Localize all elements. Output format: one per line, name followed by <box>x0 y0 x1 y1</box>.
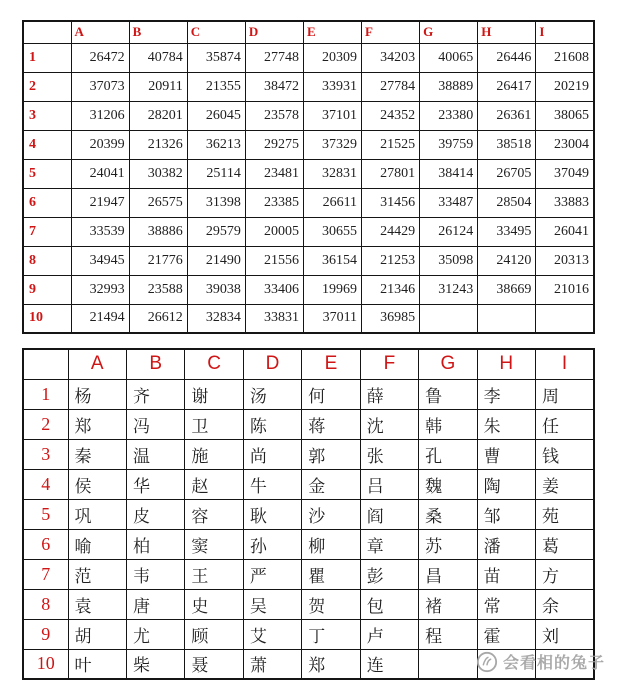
row-header-1[interactable]: 1 <box>23 43 71 72</box>
cell-F2[interactable]: 27784 <box>362 72 420 101</box>
cell-E5[interactable]: 32831 <box>303 159 361 188</box>
cell-H5[interactable]: 26705 <box>478 159 536 188</box>
cell-F3[interactable]: 24352 <box>362 101 420 130</box>
table-row <box>23 159 594 188</box>
cell-C3[interactable]: 施 <box>185 439 243 469</box>
cell-H9[interactable]: 霍 <box>477 619 535 649</box>
cell-F6[interactable]: 章 <box>360 529 418 559</box>
cell-B8[interactable]: 唐 <box>126 589 184 619</box>
table-row <box>23 589 594 619</box>
cell-B1[interactable]: 齐 <box>126 379 184 409</box>
row-header-10[interactable]: 10 <box>23 649 68 679</box>
cell-C9[interactable]: 39038 <box>187 275 245 304</box>
cell-B6[interactable]: 26575 <box>129 188 187 217</box>
cell-F8[interactable]: 包 <box>360 589 418 619</box>
cell-A3[interactable]: 31206 <box>71 101 129 130</box>
cell-E1[interactable]: 何 <box>302 379 360 409</box>
cell-I1[interactable]: 21608 <box>536 43 594 72</box>
cell-C4[interactable]: 赵 <box>185 469 243 499</box>
table-row <box>23 275 594 304</box>
column-header-D[interactable]: D <box>243 349 301 379</box>
row-header-7[interactable]: 7 <box>23 559 68 589</box>
cell-A1[interactable]: 26472 <box>71 43 129 72</box>
cell-E9[interactable]: 丁 <box>302 619 360 649</box>
table-row <box>23 246 594 275</box>
cell-G7[interactable]: 昌 <box>419 559 477 589</box>
surname-table-header <box>23 349 594 379</box>
table-row <box>23 439 594 469</box>
cell-G2[interactable]: 韩 <box>419 409 477 439</box>
cell-C2[interactable]: 卫 <box>185 409 243 439</box>
cell-E7[interactable]: 瞿 <box>302 559 360 589</box>
cell-F1[interactable]: 薛 <box>360 379 418 409</box>
cell-G3[interactable]: 23380 <box>420 101 478 130</box>
cell-D1[interactable]: 27748 <box>245 43 303 72</box>
table-row <box>23 469 594 499</box>
cell-E3[interactable]: 37101 <box>303 101 361 130</box>
row-header-6[interactable]: 6 <box>23 188 71 217</box>
cell-I1[interactable]: 周 <box>536 379 595 409</box>
cell-A10[interactable]: 21494 <box>71 304 129 333</box>
cell-D1[interactable]: 汤 <box>243 379 301 409</box>
cell-E6[interactable]: 26611 <box>303 188 361 217</box>
column-header-C[interactable]: C <box>187 21 245 43</box>
cell-H10[interactable] <box>478 304 536 333</box>
cell-D2[interactable]: 陈 <box>243 409 301 439</box>
cell-A8[interactable]: 袁 <box>68 589 126 619</box>
table-row <box>23 409 594 439</box>
cell-F2[interactable]: 沈 <box>360 409 418 439</box>
cell-A4[interactable]: 20399 <box>71 130 129 159</box>
cell-A6[interactable]: 喻 <box>68 529 126 559</box>
column-header-A[interactable]: A <box>68 349 126 379</box>
cell-A3[interactable]: 秦 <box>68 439 126 469</box>
table-row <box>23 499 594 529</box>
cell-G1[interactable]: 40065 <box>420 43 478 72</box>
cell-F7[interactable]: 24429 <box>362 217 420 246</box>
cell-I8[interactable]: 20313 <box>536 246 594 275</box>
cell-H9[interactable]: 38669 <box>478 275 536 304</box>
cell-F8[interactable]: 21253 <box>362 246 420 275</box>
cell-D4[interactable]: 牛 <box>243 469 301 499</box>
cell-B6[interactable]: 柏 <box>126 529 184 559</box>
cell-A9[interactable]: 胡 <box>68 619 126 649</box>
cell-C8[interactable]: 21490 <box>187 246 245 275</box>
number-table-body <box>23 43 594 333</box>
table-row <box>23 649 594 679</box>
column-header-A[interactable]: A <box>71 21 129 43</box>
cell-F9[interactable]: 卢 <box>360 619 418 649</box>
cell-F3[interactable]: 张 <box>360 439 418 469</box>
row-header-4[interactable]: 4 <box>23 130 71 159</box>
cell-C5[interactable]: 25114 <box>187 159 245 188</box>
row-header-3[interactable]: 3 <box>23 439 68 469</box>
cell-C10[interactable]: 聂 <box>185 649 243 679</box>
cell-H7[interactable]: 33495 <box>478 217 536 246</box>
row-header-3[interactable]: 3 <box>23 101 71 130</box>
row-header-4[interactable]: 4 <box>23 469 68 499</box>
cell-H3[interactable]: 26361 <box>478 101 536 130</box>
cell-C3[interactable]: 26045 <box>187 101 245 130</box>
corner-cell[interactable] <box>23 349 68 379</box>
row-header-8[interactable]: 8 <box>23 589 68 619</box>
cell-D2[interactable]: 38472 <box>245 72 303 101</box>
cell-I2[interactable]: 任 <box>536 409 595 439</box>
surname-table <box>22 348 595 680</box>
cell-I6[interactable]: 33883 <box>536 188 594 217</box>
cell-H6[interactable]: 28504 <box>478 188 536 217</box>
cell-B4[interactable]: 21326 <box>129 130 187 159</box>
cell-C6[interactable]: 窦 <box>185 529 243 559</box>
number-table <box>22 20 595 334</box>
cell-G6[interactable]: 苏 <box>419 529 477 559</box>
cell-B1[interactable]: 40784 <box>129 43 187 72</box>
column-header-H[interactable]: H <box>478 21 536 43</box>
cell-H5[interactable]: 邹 <box>477 499 535 529</box>
cell-A4[interactable]: 侯 <box>68 469 126 499</box>
cell-B8[interactable]: 21776 <box>129 246 187 275</box>
cell-H4[interactable]: 陶 <box>477 469 535 499</box>
cell-G4[interactable]: 魏 <box>419 469 477 499</box>
cell-C1[interactable]: 35874 <box>187 43 245 72</box>
column-header-G[interactable]: G <box>419 349 477 379</box>
cell-D7[interactable]: 严 <box>243 559 301 589</box>
cell-I6[interactable]: 葛 <box>536 529 595 559</box>
cell-H1[interactable]: 26446 <box>478 43 536 72</box>
cell-A5[interactable]: 巩 <box>68 499 126 529</box>
cell-G5[interactable]: 桑 <box>419 499 477 529</box>
cell-D5[interactable]: 耿 <box>243 499 301 529</box>
cell-C1[interactable]: 谢 <box>185 379 243 409</box>
cell-H8[interactable]: 24120 <box>478 246 536 275</box>
row-header-7[interactable]: 7 <box>23 217 71 246</box>
cell-G10[interactable] <box>419 649 477 679</box>
table-row <box>23 619 594 649</box>
cell-I4[interactable]: 23004 <box>536 130 594 159</box>
cell-A1[interactable]: 杨 <box>68 379 126 409</box>
column-header-D[interactable]: D <box>245 21 303 43</box>
cell-C5[interactable]: 容 <box>185 499 243 529</box>
column-header-F[interactable]: F <box>360 349 418 379</box>
row-header-8[interactable]: 8 <box>23 246 71 275</box>
table-row <box>23 72 594 101</box>
cell-I10[interactable] <box>536 649 595 679</box>
row-header-6[interactable]: 6 <box>23 529 68 559</box>
cell-G1[interactable]: 鲁 <box>419 379 477 409</box>
surname-table-body <box>23 379 594 679</box>
cell-D6[interactable]: 孙 <box>243 529 301 559</box>
cell-C9[interactable]: 顾 <box>185 619 243 649</box>
column-header-B[interactable]: B <box>129 21 187 43</box>
cell-D3[interactable]: 尚 <box>243 439 301 469</box>
cell-F5[interactable]: 27801 <box>362 159 420 188</box>
cell-I3[interactable]: 钱 <box>536 439 595 469</box>
cell-D9[interactable]: 艾 <box>243 619 301 649</box>
row-header-1[interactable]: 1 <box>23 379 68 409</box>
cell-I9[interactable]: 21016 <box>536 275 594 304</box>
cell-E1[interactable]: 20309 <box>303 43 361 72</box>
column-header-G[interactable]: G <box>420 21 478 43</box>
cell-A8[interactable]: 34945 <box>71 246 129 275</box>
cell-H10[interactable] <box>477 649 535 679</box>
cell-D8[interactable]: 21556 <box>245 246 303 275</box>
cell-I5[interactable]: 苑 <box>536 499 595 529</box>
cell-I4[interactable]: 姜 <box>536 469 595 499</box>
cell-E10[interactable]: 37011 <box>303 304 361 333</box>
cell-C6[interactable]: 31398 <box>187 188 245 217</box>
cell-H7[interactable]: 苗 <box>477 559 535 589</box>
cell-C7[interactable]: 王 <box>185 559 243 589</box>
cell-G5[interactable]: 38414 <box>420 159 478 188</box>
cell-I10[interactable] <box>536 304 594 333</box>
cell-F7[interactable]: 彭 <box>360 559 418 589</box>
cell-E8[interactable]: 36154 <box>303 246 361 275</box>
cell-I9[interactable]: 刘 <box>536 619 595 649</box>
cell-H6[interactable]: 潘 <box>477 529 535 559</box>
cell-E4[interactable]: 金 <box>302 469 360 499</box>
cell-B9[interactable]: 23588 <box>129 275 187 304</box>
row-header-9[interactable]: 9 <box>23 275 71 304</box>
cell-E3[interactable]: 郭 <box>302 439 360 469</box>
cell-F1[interactable]: 34203 <box>362 43 420 72</box>
row-header-2[interactable]: 2 <box>23 409 68 439</box>
cell-H8[interactable]: 常 <box>477 589 535 619</box>
cell-D4[interactable]: 29275 <box>245 130 303 159</box>
cell-B4[interactable]: 华 <box>126 469 184 499</box>
cell-G10[interactable] <box>420 304 478 333</box>
cell-A6[interactable]: 21947 <box>71 188 129 217</box>
column-header-I[interactable]: I <box>536 349 595 379</box>
cell-D3[interactable]: 23578 <box>245 101 303 130</box>
cell-B3[interactable]: 温 <box>126 439 184 469</box>
cell-C7[interactable]: 29579 <box>187 217 245 246</box>
row-header-10[interactable]: 10 <box>23 304 71 333</box>
cell-A2[interactable]: 郑 <box>68 409 126 439</box>
cell-G8[interactable]: 褚 <box>419 589 477 619</box>
cell-G2[interactable]: 38889 <box>420 72 478 101</box>
row-header-5[interactable]: 5 <box>23 159 71 188</box>
cell-C2[interactable]: 21355 <box>187 72 245 101</box>
row-header-9[interactable]: 9 <box>23 619 68 649</box>
cell-G4[interactable]: 39759 <box>420 130 478 159</box>
cell-D7[interactable]: 20005 <box>245 217 303 246</box>
cell-B3[interactable]: 28201 <box>129 101 187 130</box>
column-header-B[interactable]: B <box>126 349 184 379</box>
cell-F5[interactable]: 阎 <box>360 499 418 529</box>
cell-F6[interactable]: 31456 <box>362 188 420 217</box>
cell-B2[interactable]: 冯 <box>126 409 184 439</box>
table-row <box>23 217 594 246</box>
cell-I7[interactable]: 方 <box>536 559 595 589</box>
cell-A5[interactable]: 24041 <box>71 159 129 188</box>
cell-G8[interactable]: 35098 <box>420 246 478 275</box>
cell-F4[interactable]: 吕 <box>360 469 418 499</box>
cell-B10[interactable]: 26612 <box>129 304 187 333</box>
table-row <box>23 43 594 72</box>
cell-D8[interactable]: 吴 <box>243 589 301 619</box>
watermark-text: 会看相的兔子 <box>503 655 606 672</box>
cell-D9[interactable]: 33406 <box>245 275 303 304</box>
column-header-E[interactable]: E <box>302 349 360 379</box>
cell-E7[interactable]: 30655 <box>303 217 361 246</box>
table-row <box>23 304 594 333</box>
cell-E10[interactable]: 郑 <box>302 649 360 679</box>
cell-H2[interactable]: 26417 <box>478 72 536 101</box>
cell-I5[interactable]: 37049 <box>536 159 594 188</box>
column-header-C[interactable]: C <box>185 349 243 379</box>
cell-B10[interactable]: 柴 <box>126 649 184 679</box>
cell-C4[interactable]: 36213 <box>187 130 245 159</box>
cell-E2[interactable]: 蒋 <box>302 409 360 439</box>
cell-H3[interactable]: 曹 <box>477 439 535 469</box>
cell-C10[interactable]: 32834 <box>187 304 245 333</box>
cell-E8[interactable]: 贺 <box>302 589 360 619</box>
column-header-E[interactable]: E <box>303 21 361 43</box>
cell-D6[interactable]: 23385 <box>245 188 303 217</box>
cell-I2[interactable]: 20219 <box>536 72 594 101</box>
cell-E5[interactable]: 沙 <box>302 499 360 529</box>
cell-D10[interactable]: 33831 <box>245 304 303 333</box>
column-header-F[interactable]: F <box>362 21 420 43</box>
cell-H2[interactable]: 朱 <box>477 409 535 439</box>
header-row <box>23 21 594 43</box>
cell-A9[interactable]: 32993 <box>71 275 129 304</box>
table-row <box>23 379 594 409</box>
table-row <box>23 559 594 589</box>
cell-C8[interactable]: 史 <box>185 589 243 619</box>
cell-G6[interactable]: 33487 <box>420 188 478 217</box>
column-header-H[interactable]: H <box>477 349 535 379</box>
cell-F4[interactable]: 21525 <box>362 130 420 159</box>
header-row <box>23 349 594 379</box>
cell-A7[interactable]: 33539 <box>71 217 129 246</box>
cell-D5[interactable]: 23481 <box>245 159 303 188</box>
corner-cell[interactable] <box>23 21 71 43</box>
cell-E4[interactable]: 37329 <box>303 130 361 159</box>
table-row <box>23 188 594 217</box>
cell-D10[interactable]: 萧 <box>243 649 301 679</box>
cell-F9[interactable]: 21346 <box>362 275 420 304</box>
cell-E2[interactable]: 33931 <box>303 72 361 101</box>
cell-B7[interactable]: 韦 <box>126 559 184 589</box>
cell-F10[interactable]: 36985 <box>362 304 420 333</box>
cell-I8[interactable]: 余 <box>536 589 595 619</box>
cell-E9[interactable]: 19969 <box>303 275 361 304</box>
cell-B7[interactable]: 38886 <box>129 217 187 246</box>
cell-A7[interactable]: 范 <box>68 559 126 589</box>
cell-G9[interactable]: 程 <box>419 619 477 649</box>
column-header-I[interactable]: I <box>536 21 594 43</box>
cell-H4[interactable]: 38518 <box>478 130 536 159</box>
cell-G9[interactable]: 31243 <box>420 275 478 304</box>
cell-G7[interactable]: 26124 <box>420 217 478 246</box>
cell-B9[interactable]: 尤 <box>126 619 184 649</box>
cell-B5[interactable]: 30382 <box>129 159 187 188</box>
cell-H1[interactable]: 李 <box>477 379 535 409</box>
cell-A2[interactable]: 37073 <box>71 72 129 101</box>
cell-I3[interactable]: 38065 <box>536 101 594 130</box>
table-row <box>23 130 594 159</box>
table-row <box>23 101 594 130</box>
row-header-2[interactable]: 2 <box>23 72 71 101</box>
cell-B5[interactable]: 皮 <box>126 499 184 529</box>
cell-I7[interactable]: 26041 <box>536 217 594 246</box>
cell-B2[interactable]: 20911 <box>129 72 187 101</box>
cell-E6[interactable]: 柳 <box>302 529 360 559</box>
cell-A10[interactable]: 叶 <box>68 649 126 679</box>
number-table-header <box>23 21 594 43</box>
cell-G3[interactable]: 孔 <box>419 439 477 469</box>
row-header-5[interactable]: 5 <box>23 499 68 529</box>
cell-F10[interactable]: 连 <box>360 649 418 679</box>
table-row <box>23 529 594 559</box>
